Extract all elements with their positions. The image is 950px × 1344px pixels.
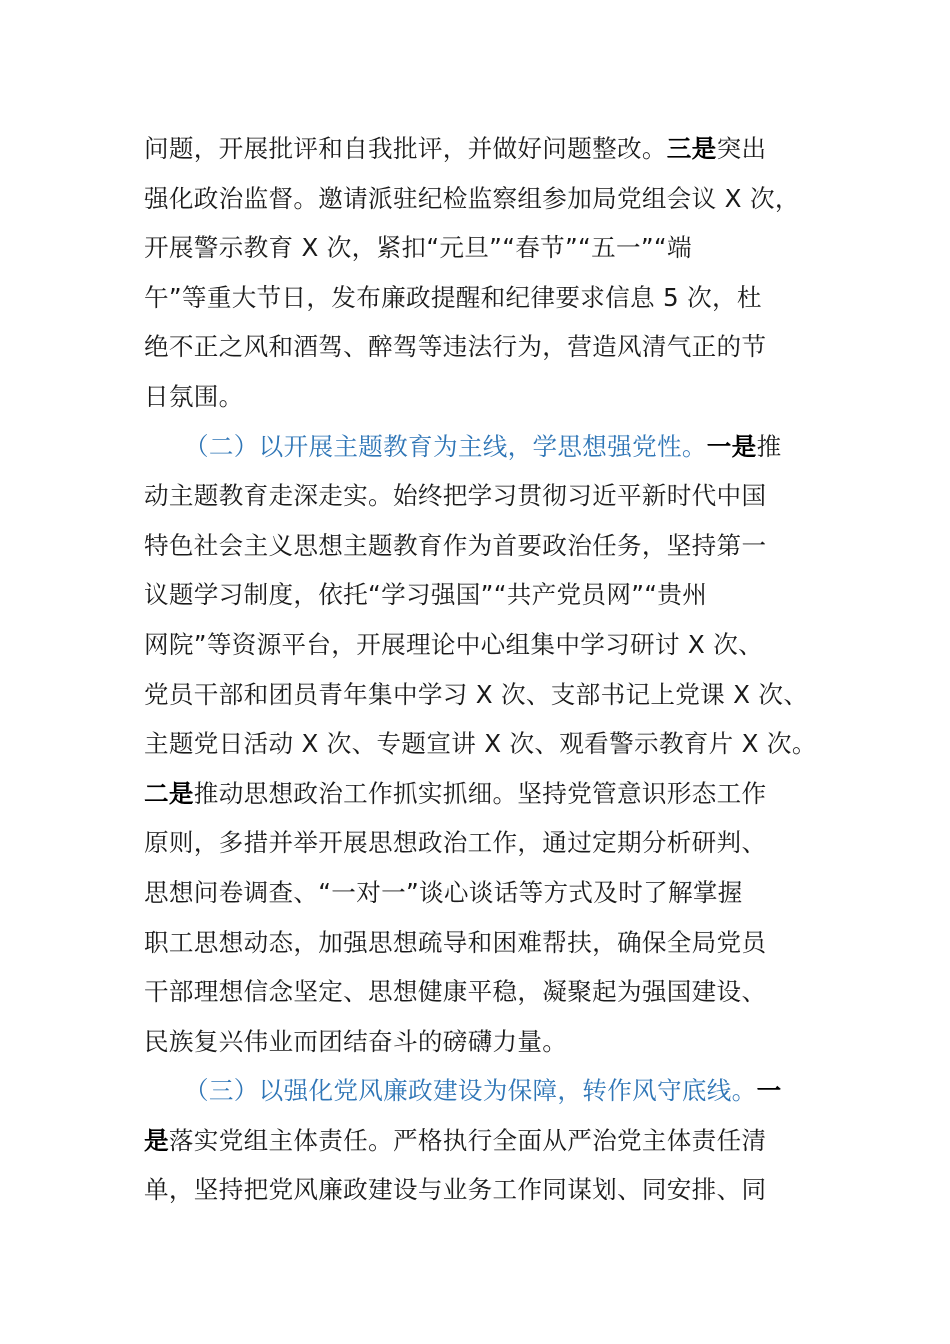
body-text: 强化政治监督。邀请派驻纪检监察组参加局党组会议 X 次， — [144, 183, 800, 213]
section-heading: （二）以开展主题教育为主线，学思想强党性。 — [184, 431, 707, 461]
body-text: 推动思想政治工作抓实抓细。坚持党管意识形态工作 — [193, 778, 767, 808]
document-body-text — [144, 124, 817, 1215]
body-text: 网院”等资源平台，开展理论中心组集中学习研讨 X 次、 — [144, 629, 763, 659]
body-text: 单，坚持把党风廉政建设与业务工作同谋划、同安排、同 — [144, 1175, 767, 1205]
bold-lead-text: 二是 — [144, 778, 194, 808]
text-line — [144, 1017, 808, 1067]
text-line — [144, 769, 808, 819]
text-line — [144, 372, 808, 422]
text-line — [144, 967, 808, 1017]
body-text: 突出 — [716, 134, 767, 163]
bold-lead-text: 三是 — [666, 134, 717, 163]
body-text: 议题学习制度，依托“学习强国”“共产党员网”“贵州 — [144, 580, 708, 610]
text-line — [144, 670, 808, 720]
text-line — [144, 273, 808, 323]
text-line — [144, 719, 817, 769]
body-text: 干部理想信念坚定、思想健康平稳，凝聚起为强国建设、 — [144, 977, 767, 1007]
body-text: 动主题教育走深走实。始终把学习贯彻习近平新时代中国 — [144, 481, 767, 511]
body-text: 党员干部和团员青年集中学习 X 次、支部书记上党课 X 次、 — [144, 679, 809, 709]
section-heading: （三）以强化党风廉政建设为保障，转作风守底线。 — [184, 1076, 757, 1106]
text-line — [144, 521, 808, 571]
body-text: 落实党组主体责任。严格执行全面从严治党主体责任清 — [168, 1125, 767, 1155]
bold-lead-text: 一是 — [706, 431, 757, 461]
text-line — [144, 174, 808, 224]
text-line — [144, 1165, 808, 1215]
body-text: 民族复兴伟业而团结奋斗的磅礴力量。 — [144, 1026, 568, 1056]
text-line — [144, 471, 808, 521]
text-line — [144, 868, 808, 918]
text-line — [144, 223, 808, 273]
body-text: 特色社会主义思想主题教育作为首要政治任务，坚持第一 — [144, 530, 767, 560]
text-line — [144, 620, 808, 670]
body-text: 问题，开展批评和自我批评，并做好问题整改。 — [144, 134, 667, 163]
body-text: 原则，多措并举开展思想政治工作，通过定期分析研判、 — [144, 828, 767, 858]
body-text: 推 — [756, 431, 782, 461]
text-line — [144, 1066, 808, 1116]
text-line — [144, 570, 808, 620]
text-line — [144, 422, 808, 472]
body-text: 思想问卷调查、“一对一”谈心谈话等方式及时了解掌握 — [144, 877, 743, 907]
text-line — [144, 124, 808, 174]
bold-lead-text: 一 — [756, 1076, 782, 1106]
text-line — [144, 918, 808, 968]
body-text: 午”等重大节日，发布廉政提醒和纪律要求信息 5 次，杜 — [144, 282, 762, 312]
body-text: 职工思想动态，加强思想疏导和困难帮扶，确保全局党员 — [144, 927, 767, 957]
body-text: 绝不正之风和酒驾、醉驾等违法行为，营造风清气正的节 — [144, 332, 767, 362]
body-text: 开展警示教育 X 次，紧扣“元旦”“春节”“五一”“端 — [144, 233, 692, 263]
body-text: 日氛围。 — [144, 381, 244, 411]
body-text: 主题党日活动 X 次、专题宣讲 X 次、观看警示教育片 X 次。 — [144, 729, 817, 759]
text-line — [144, 1116, 808, 1166]
text-line — [144, 322, 808, 372]
bold-lead-text: 是 — [144, 1125, 169, 1155]
text-line — [144, 818, 808, 868]
